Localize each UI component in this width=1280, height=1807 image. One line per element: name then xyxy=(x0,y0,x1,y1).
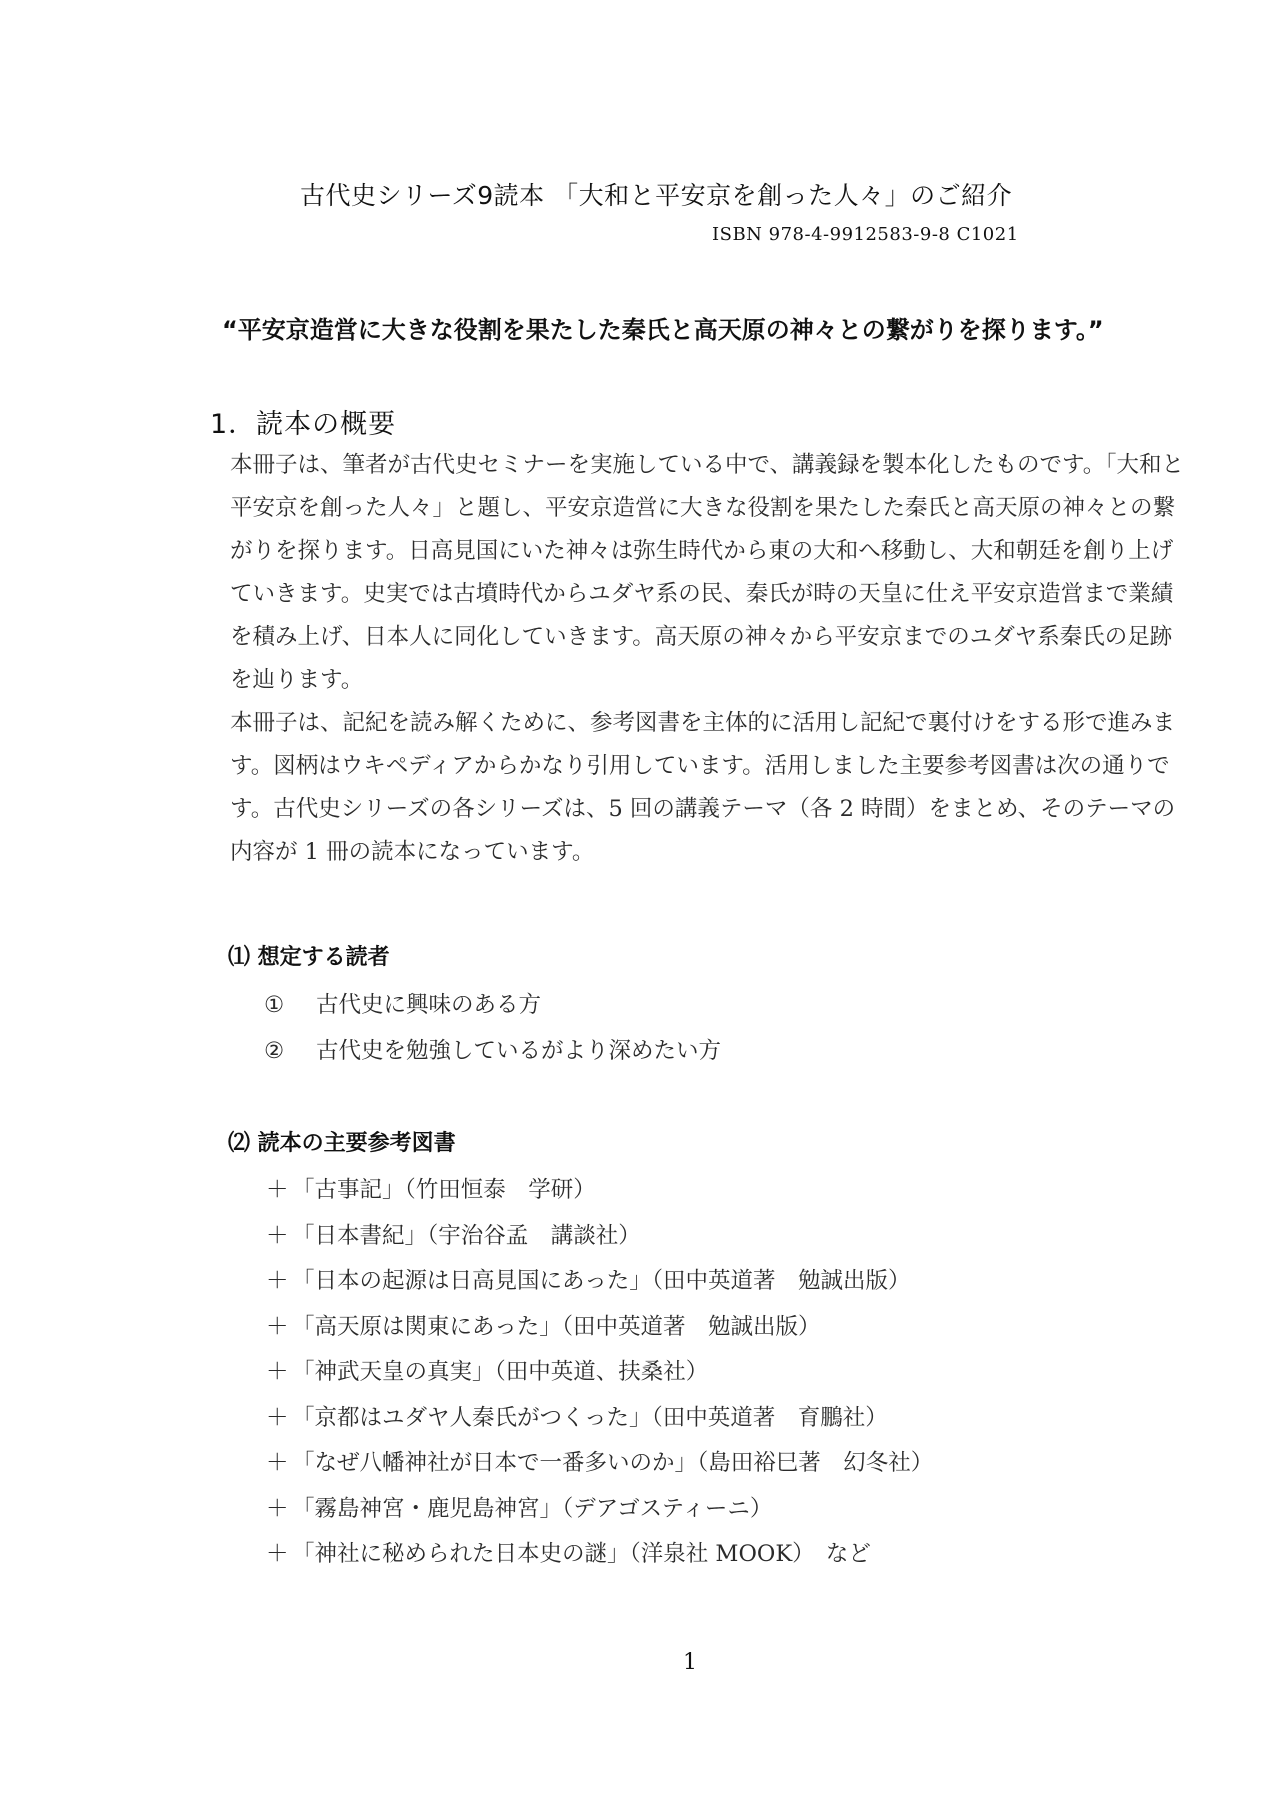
list-item xyxy=(266,1214,933,1260)
plus-icon: ＋ xyxy=(266,1359,289,1385)
page-number: 1 xyxy=(683,1650,697,1675)
list-item-text: 古代史を勉強しているがより深めたい方 xyxy=(316,1038,722,1064)
reference-title: 「なぜ八幡神社が日本で一番多いのか」（島田裕巳著 幻冬社） xyxy=(292,1450,934,1476)
tagline: “平安京造営に大きな役割を果たした秦氏と高天原の神々との繋がりを探ります。” xyxy=(222,316,1104,344)
list-item xyxy=(266,1532,933,1578)
plus-icon: ＋ xyxy=(266,1222,289,1249)
plus-icon: ＋ xyxy=(266,1177,289,1203)
plus-icon: ＋ xyxy=(266,1268,289,1294)
list-item-text: 古代史に興味のある方 xyxy=(316,992,542,1018)
list-marker: ① xyxy=(264,992,285,1018)
list-item xyxy=(266,1168,933,1214)
readers-heading: ⑴ 想定する読者 xyxy=(228,945,390,970)
isbn-code: ISBN 978-4-9912583-9-8 C1021 xyxy=(712,224,1019,245)
readers-list xyxy=(264,982,721,1074)
plus-icon: ＋ xyxy=(266,1313,289,1340)
references-heading: ⑵ 読本の主要参考図書 xyxy=(228,1131,456,1156)
list-item xyxy=(266,1259,933,1305)
list-item xyxy=(266,1350,933,1396)
plus-icon: ＋ xyxy=(266,1404,289,1431)
list-item xyxy=(266,1396,933,1442)
list-item xyxy=(266,1305,933,1351)
overview-paragraph-1: 本冊子は、筆者が古代史セミナーを実施している中で、講義録を製本化したものです。「大和と平安京を創った人々」と題し、平安京造営に大きな役割を果たした秦氏と高天原の神々との繋がりを探ります。日高見国にいた神々は弥生時代から東の大和へ移動し、大和朝廷を創り上げていきます。史実では古墳時代からユダヤ系の民、秦氏が時の天皇に仕え平安京造営まで業績を積み上げ、日本人に同化していきます。高天原の神々から平安京までのユダヤ系秦氏の足跡を辿ります。 xyxy=(230,452,1185,693)
list-item xyxy=(266,1487,933,1533)
reference-title: 「京都はユダヤ人秦氏がつくった」（田中英道著 育鵬社） xyxy=(292,1404,888,1431)
plus-icon: ＋ xyxy=(266,1450,289,1476)
plus-icon: ＋ xyxy=(266,1541,289,1567)
section-heading-overview: 1．読本の概要 xyxy=(210,409,397,440)
document-title: 古代史シリーズ9読本 「大和と平安京を創った人々」のご紹介 xyxy=(300,181,1013,210)
list-item xyxy=(266,1441,933,1487)
reference-title: 「神武天皇の真実」（田中英道、扶桑社） xyxy=(292,1359,709,1385)
reference-title: 「古事記」（竹田恒泰 学研） xyxy=(292,1177,596,1203)
overview-paragraph-2: 本冊子は、記紀を読み解くために、参考図書を主体的に活用し記紀で裏付けをする形で進みます。図柄はウキペディアからかなり引用しています。活用しました主要参考図書は次の通りです。古代史シリーズの各シリーズは、5 回の講義テーマ（各 2 時間）をまとめ、そのテーマの内容が 1 冊の読本になっています。 xyxy=(230,710,1176,865)
list-item xyxy=(264,982,721,1028)
reference-title: 「神社に秘められた日本史の謎」（洋泉社 MOOK） など xyxy=(292,1541,871,1567)
references-list xyxy=(266,1168,933,1578)
reference-title: 「日本書紀」（宇治谷孟 講談社） xyxy=(292,1222,641,1249)
reference-title: 「霧島神宮・鹿児島神宮」（デアゴスティーニ） xyxy=(292,1495,773,1522)
reference-title: 「日本の起源は日高見国にあった」（田中英道著 勉誠出版） xyxy=(292,1268,911,1294)
reference-title: 「高天原は関東にあった」（田中英道著 勉誠出版） xyxy=(292,1313,821,1340)
plus-icon: ＋ xyxy=(266,1495,289,1522)
list-marker: ② xyxy=(264,1038,285,1064)
list-item xyxy=(264,1028,721,1074)
overview-body xyxy=(230,444,1190,874)
